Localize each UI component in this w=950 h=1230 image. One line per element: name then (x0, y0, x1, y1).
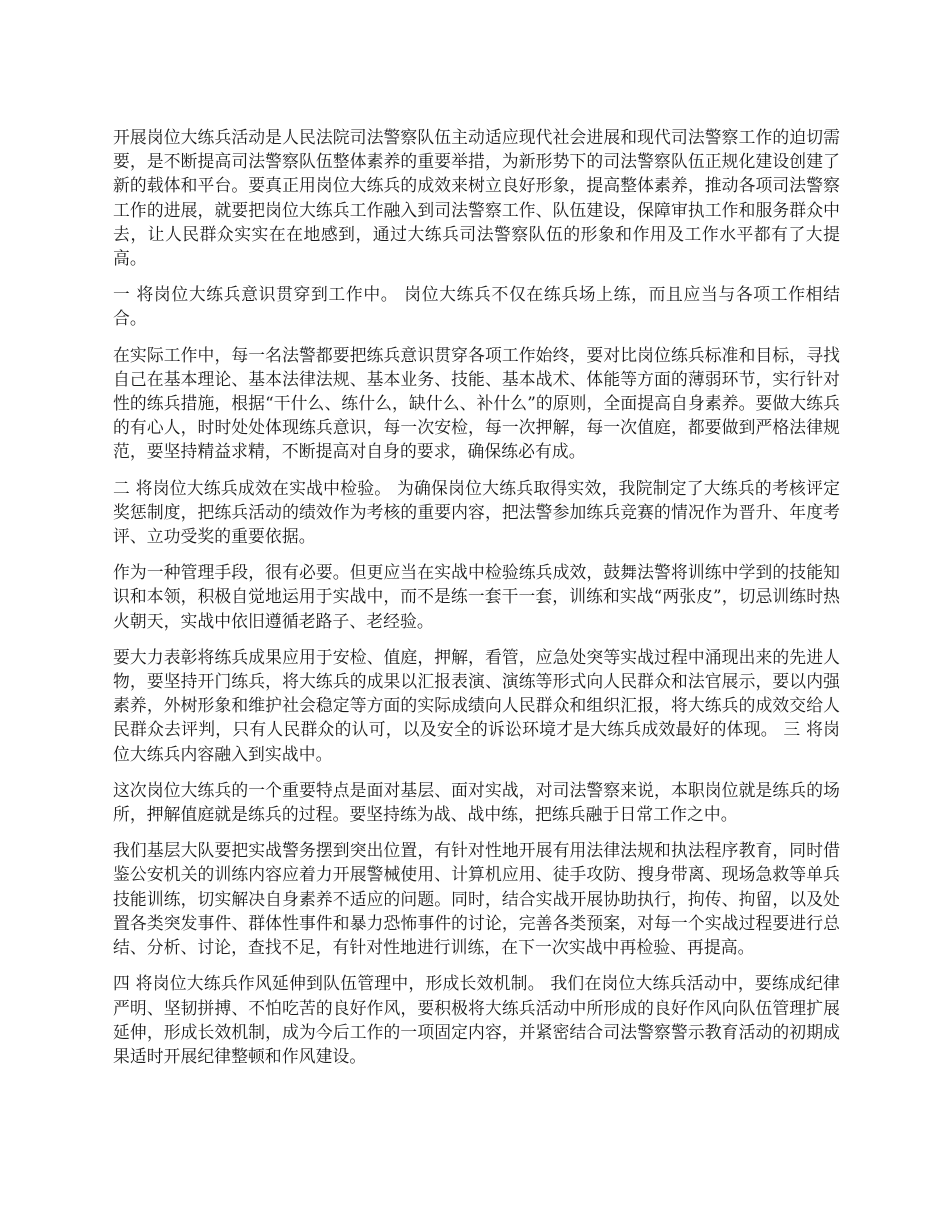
paragraph-intro: 开展岗位大练兵活动是人民法院司法警察队伍主动适应现代社会进展和现代司法警察工作的迫切需要，是不断提高司法警察队伍整体素养的重要举措，为新形势下的司法警察队伍正规化建设创建了新的载体和平台。要真正用岗位大练兵的成效来树立良好形象，提高整体素养，推动各项司法警察工作的进展，就要把岗位大练兵工作融入到司法警察工作、队伍建设，保障审执工作和服务群众中去，让人民群众实实在在地感到，通过大练兵司法警察队伍的形象和作用及工作水平都有了大提高。 (113, 127, 840, 269)
paragraph-section-3-training: 我们基层大队要把实战警务摆到突出位置，有针对性地开展有用法律法规和执法程序教育，同时借鉴公安机关的训练内容应着力开展警械使用、计算机应用、徒手攻防、搜身带离、现场急救等单兵技能训练，切实解决自身素养不适应的问题。同时，结合实战开展协助执行，拘传、拘留，以及处置各类突发事件、群体性事件和暴力恐怖事件的讨论，完善各类预案，对每一个实战过程要进行总结、分析、讨论，查找不足，有针对性地进行训练，在下一次实战中再检验、再提高。 (113, 840, 840, 958)
document-body (113, 125, 840, 1080)
paragraph-section-2-body: 作为一种管理手段，很有必要。但更应当在实战中检验练兵成效，鼓舞法警将训练中学到的技能知识和本领，积极自觉地运用于实战中，而不是练一套干一套，训练和实战“两张皮”，切忌训练时热火朝天，实战中依旧遵循老路子、老经验。 (113, 562, 840, 631)
paragraph-section-1-body: 在实际工作中，每一名法警都要把练兵意识贯穿各项工作始终，要对比岗位练兵标准和目标，寻找自己在基本理论、基本法律法规、基本业务、技能、基本战术、体能等方面的薄弱环节，实行针对性的练兵措施，根据“干什么、练什么，缺什么、补什么”的原则，全面提高自身素养。要做大练兵的有心人，时时处处体现练兵意识，每一次安检，每一次押解，每一次值庭，都要做到严格法律规范，要坚持精益求精，不断提高对自身的要求，确保练必有成。 (113, 344, 840, 462)
paragraph-section-2-heading: 二 将岗位大练兵成效在实战中检验。 为确保岗位大练兵取得实效，我院制定了大练兵的考核评定奖惩制度，把练兵活动的绩效作为考核的重要内容，把法警参加练兵竞赛的情况作为晋升、年度考评、立功受奖的重要依据。 (113, 477, 840, 547)
paragraph-section-1-heading: 一 将岗位大练兵意识贯穿到工作中。 岗位大练兵不仅在练兵场上练，而且应当与各项工作相结合。 (113, 284, 840, 329)
paragraph-section-4: 四 将岗位大练兵作风延伸到队伍管理中，形成长效机制。 我们在岗位大练兵活动中，要练成纪律严明、坚韧拼搏、不怕吃苦的良好作风，要积极将大练兵活动中所形成的良好作风向队伍管理扩展延伸，形成长效机制，成为今后工作的一项固定内容，并紧密结合司法警察警示教育活动的初期成果适时开展纪律整顿和作风建设。 (113, 973, 840, 1066)
paragraph-section-3-body: 这次岗位大练兵的一个重要特点是面对基层、面对实战，对司法警察来说，本职岗位就是练兵的场所，押解值庭就是练兵的过程。要坚持练为战、战中练，把练兵融于日常工作之中。 (113, 779, 840, 825)
paragraph-section-2-commendation: 要大力表彰将练兵成果应用于安检、值庭，押解，看管，应急处突等实战过程中涌现出来的先进人物，要坚持开门练兵，将大练兵的成果以汇报表演、演练等形式向人民群众和法官展示，要以内强素养，外树形象和维护社会稳定等方面的实际成绩向人民群众和组织汇报，将大练兵的成效交给人民群众去评判，只有人民群众的认可，以及安全的诉讼环境才是大练兵成效最好的体现。 三 将岗位大练兵内容融入到实战中。 (113, 646, 840, 764)
